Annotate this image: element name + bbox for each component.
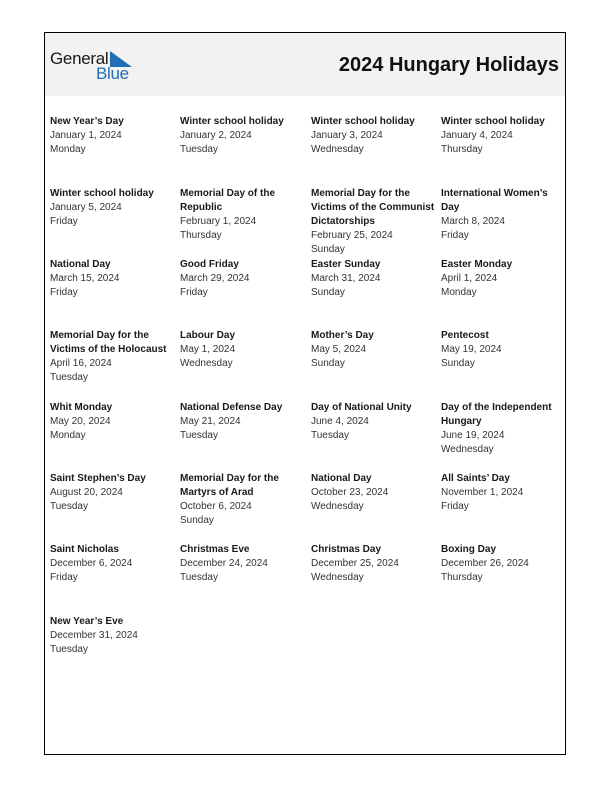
holiday-date: March 8, 2024 xyxy=(441,216,505,227)
holiday-item xyxy=(50,187,176,229)
holiday-name: International Women’s Day xyxy=(441,188,548,213)
holiday-name: Memorial Day of the Republic xyxy=(180,188,276,213)
holiday-date: January 5, 2024 xyxy=(50,202,122,213)
holiday-date: December 26, 2024 xyxy=(441,558,529,569)
holiday-weekday: Wednesday xyxy=(311,144,364,155)
holiday-date: May 19, 2024 xyxy=(441,344,502,355)
holiday-date: January 1, 2024 xyxy=(50,130,122,141)
holiday-weekday: Friday xyxy=(180,287,208,298)
holiday-name: National Day xyxy=(311,473,372,484)
holiday-name: Winter school holiday xyxy=(180,116,284,127)
holiday-date: April 1, 2024 xyxy=(441,273,498,284)
holiday-weekday: Friday xyxy=(50,216,78,227)
holiday-weekday: Thursday xyxy=(441,144,483,155)
holiday-date: December 25, 2024 xyxy=(311,558,399,569)
generalblue-logo xyxy=(50,49,140,83)
holiday-name: Christmas Eve xyxy=(180,544,250,555)
holiday-weekday: Friday xyxy=(50,572,78,583)
holiday-weekday: Sunday xyxy=(311,244,345,255)
holiday-weekday: Monday xyxy=(50,144,86,155)
holiday-name: Christmas Day xyxy=(311,544,382,555)
holiday-item xyxy=(180,472,306,528)
holiday-item xyxy=(311,472,437,514)
holiday-name: Saint Nicholas xyxy=(50,544,119,555)
holiday-item xyxy=(50,543,176,585)
holiday-date: December 24, 2024 xyxy=(180,558,268,569)
holiday-weekday: Thursday xyxy=(441,572,483,583)
logo-text-blue: Blue xyxy=(96,64,129,83)
holiday-name: Boxing Day xyxy=(441,544,497,555)
holiday-item xyxy=(441,472,567,514)
holiday-weekday: Tuesday xyxy=(50,501,88,512)
holiday-item xyxy=(180,258,306,300)
holiday-date: March 15, 2024 xyxy=(50,273,120,284)
holiday-weekday: Wednesday xyxy=(311,572,364,583)
holiday-name: Memorial Day for the Martyrs of Arad xyxy=(180,473,279,498)
holiday-item xyxy=(441,115,567,157)
logo-text-general: General xyxy=(50,49,109,68)
holiday-weekday: Tuesday xyxy=(180,430,218,441)
holiday-name: Winter school holiday xyxy=(50,188,154,199)
holiday-date: April 16, 2024 xyxy=(50,358,112,369)
holiday-weekday: Monday xyxy=(441,287,477,298)
holiday-name: New Year’s Day xyxy=(50,116,124,127)
holiday-weekday: Sunday xyxy=(311,287,345,298)
holiday-item xyxy=(180,115,306,157)
holiday-date: February 1, 2024 xyxy=(180,216,257,227)
holiday-weekday: Tuesday xyxy=(50,644,88,655)
holiday-item xyxy=(311,187,437,257)
holiday-item xyxy=(441,329,567,371)
holiday-name: National Day xyxy=(50,259,111,270)
holiday-item xyxy=(50,472,176,514)
holiday-date: October 6, 2024 xyxy=(180,501,252,512)
holiday-weekday: Wednesday xyxy=(180,358,233,369)
holiday-name: Easter Sunday xyxy=(311,259,381,270)
holiday-date: March 31, 2024 xyxy=(311,273,381,284)
holiday-item xyxy=(311,258,437,300)
holiday-name: National Defense Day xyxy=(180,402,283,413)
holiday-date: May 5, 2024 xyxy=(311,344,367,355)
holiday-item xyxy=(50,258,176,300)
holiday-item xyxy=(311,401,437,443)
holiday-date: June 19, 2024 xyxy=(441,430,505,441)
holiday-item xyxy=(441,543,567,585)
holiday-name: Good Friday xyxy=(180,259,239,270)
holiday-weekday: Tuesday xyxy=(311,430,349,441)
holiday-name: Winter school holiday xyxy=(441,116,545,127)
holiday-name: Labour Day xyxy=(180,330,236,341)
holiday-date: January 2, 2024 xyxy=(180,130,252,141)
holiday-item xyxy=(311,329,437,371)
holiday-name: Saint Stephen’s Day xyxy=(50,473,146,484)
holiday-date: December 31, 2024 xyxy=(50,630,138,641)
holiday-date: March 29, 2024 xyxy=(180,273,250,284)
holiday-item xyxy=(311,115,437,157)
holiday-name: Day of National Unity xyxy=(311,402,412,413)
holiday-weekday: Wednesday xyxy=(311,501,364,512)
holiday-date: May 21, 2024 xyxy=(180,416,241,427)
holiday-weekday: Tuesday xyxy=(180,572,218,583)
holiday-weekday: Sunday xyxy=(311,358,345,369)
holiday-weekday: Tuesday xyxy=(180,144,218,155)
holiday-date: October 23, 2024 xyxy=(311,487,389,498)
holiday-name: Day of the Independent Hungary xyxy=(441,402,552,427)
holiday-date: January 3, 2024 xyxy=(311,130,383,141)
holiday-name: Easter Monday xyxy=(441,259,513,270)
holiday-item xyxy=(50,329,176,385)
holiday-weekday: Friday xyxy=(50,287,78,298)
holiday-date: May 20, 2024 xyxy=(50,416,111,427)
holiday-date: June 4, 2024 xyxy=(311,416,369,427)
holiday-item xyxy=(180,329,306,371)
holiday-weekday: Wednesday xyxy=(441,444,494,455)
holiday-name: Mother’s Day xyxy=(311,330,374,341)
holiday-weekday: Sunday xyxy=(180,515,214,526)
holiday-weekday: Monday xyxy=(50,430,86,441)
holiday-date: December 6, 2024 xyxy=(50,558,133,569)
holiday-item xyxy=(441,401,567,457)
holiday-item xyxy=(180,401,306,443)
holiday-item xyxy=(50,401,176,443)
holiday-weekday: Friday xyxy=(441,501,469,512)
holiday-date: January 4, 2024 xyxy=(441,130,513,141)
holiday-weekday: Thursday xyxy=(180,230,222,241)
holiday-name: Winter school holiday xyxy=(311,116,415,127)
holiday-item xyxy=(180,187,306,243)
holiday-item xyxy=(311,543,437,585)
holiday-item xyxy=(441,258,567,300)
holiday-item xyxy=(441,187,567,243)
holiday-item xyxy=(50,115,176,157)
holiday-weekday: Sunday xyxy=(441,358,475,369)
holiday-date: May 1, 2024 xyxy=(180,344,236,355)
holiday-name: Memorial Day for the Victims of the Holocaust xyxy=(50,330,167,355)
page-header xyxy=(45,33,565,96)
holiday-item xyxy=(180,543,306,585)
holiday-name: Pentecost xyxy=(441,330,489,341)
page-frame xyxy=(44,32,566,755)
holiday-name: New Year’s Eve xyxy=(50,616,124,627)
holiday-name: Memorial Day for the Victims of the Communist Dictatorships xyxy=(311,188,435,227)
holiday-weekday: Friday xyxy=(441,230,469,241)
holiday-name: All Saints’ Day xyxy=(441,473,510,484)
holiday-name: Whit Monday xyxy=(50,402,113,413)
holiday-date: February 25, 2024 xyxy=(311,230,393,241)
holiday-weekday: Tuesday xyxy=(50,372,88,383)
holiday-item xyxy=(50,615,176,657)
holiday-date: August 20, 2024 xyxy=(50,487,123,498)
holiday-date: November 1, 2024 xyxy=(441,487,524,498)
page-title: 2024 Hungary Holidays xyxy=(338,54,559,76)
